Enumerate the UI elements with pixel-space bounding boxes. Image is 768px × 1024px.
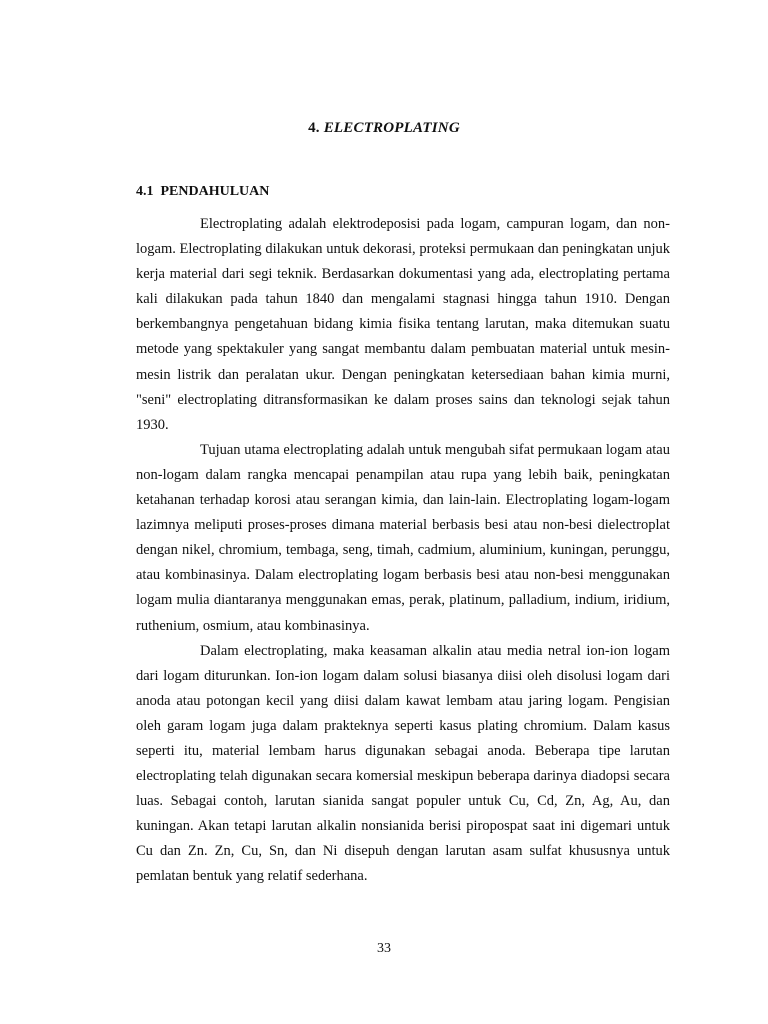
chapter-name: ELECTROPLATING: [323, 120, 460, 136]
chapter-title: [0, 120, 768, 137]
section-heading: 4.1 PENDAHULUAN: [136, 184, 270, 199]
page-number: 33: [377, 941, 391, 956]
paragraph: Tujuan utama electroplating adalah untuk mengubah sifat permukaan logam atau non-logam dalam rangka mencapai penampilan atau rupa yang lebih baik, peningkatan ketahanan terhadap korosi atau serangan kimia, dan lain-lain. Electroplating logam-logam lazimnya meliputi proses-proses dimana material berbasis besi atau non-besi dielectroplat dengan nikel, chromium, tembaga, seng, timah, cadmium, aluminium, kuningan, perunggu, atau kombinasinya. Dalam electroplating logam berbasis besi atau non-besi menggunakan logam mulia diantaranya menggunakan emas, perak, platinum, palladium, indium, iridium, ruthenium, osmium, atau kombinasinya.: [136, 441, 670, 634]
paragraph: Electroplating adalah elektrodeposisi pada logam, campuran logam, dan non-logam. Electroplating dilakukan untuk dekorasi, proteksi permukaan dan peningkatan unjuk kerja material dari segi teknik. Berdasarkan dokumentasi yang ada, electroplating pertama kali dilakukan pada tahun 1840 dan mengalami stagnasi hingga tahun 1910. Dengan berkembangnya pengetahuan bidang kimia fisika tentang larutan, maka ditemukan suatu metode yang spektakuler yang sangat membantu dalam pembuatan material untuk mesin-mesin listrik dan peralatan ukur. Dengan peningkatan ketersediaan bahan kimia murni, "seni" electroplating ditransformasikan ke dalam proses sains dan teknologi sejak tahun 1930.: [136, 216, 670, 433]
body-text: [136, 212, 670, 890]
chapter-number: 4.: [308, 120, 320, 136]
paragraph: Dalam electroplating, maka keasaman alkalin atau media netral ion-ion logam dari logam diturunkan. Ion-ion logam dalam solusi biasanya diisi oleh disolusi logam dari anoda atau potongan kecil yang diisi dalam kawat lembam atau jaring logam. Pengisian oleh garam logam juga dalam prakteknya seperti kasus plating chromium. Dalam kasus seperti itu, material lembam harus digunakan sebagai anoda. Beberapa tipe larutan electroplating telah digunakan secara komersial meskipun beberapa darinya diadopsi secara luas. Sebagai contoh, larutan sianida sangat populer untuk Cu, Cd, Zn, Ag, Au, dan kuningan. Akan tetapi larutan alkalin nonsianida berisi piropospat saat ini digemari untuk Cu dan Zn. Zn, Cu, Sn, dan Ni disepuh dengan larutan asam sulfat khususnya untuk pemlatan bentuk yang relatif sederhana.: [136, 642, 670, 885]
